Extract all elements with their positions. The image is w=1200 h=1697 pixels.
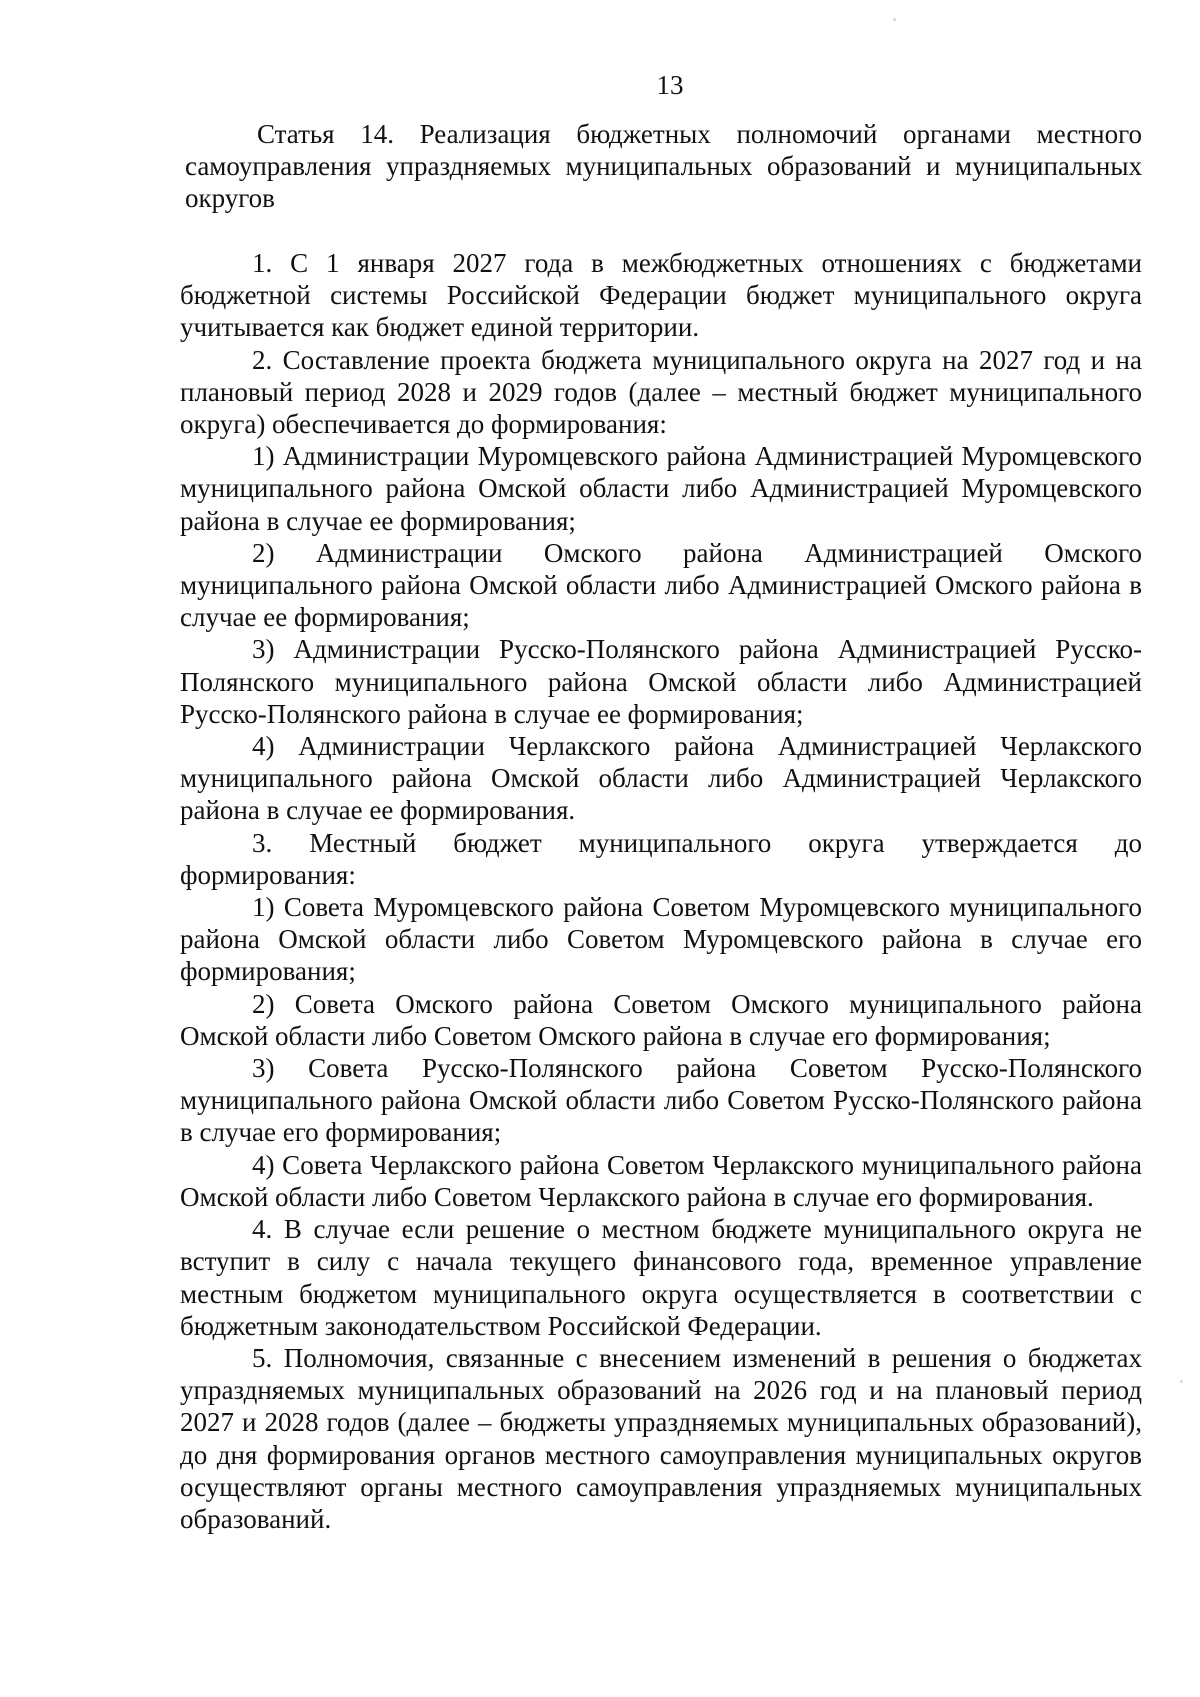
paragraph-3-item-3: 3) Совета Русско-Полянского района Советом Русско-Полянского муниципального района Омской области либо Советом Русско-Полянского района в случае его формирования;	[180, 1053, 1142, 1148]
page-number: 13	[656, 70, 684, 100]
paragraph-3-item-1: 1) Совета Муромцевского района Советом Муромцевского муниципального района Омской области либо Советом Муромцевского района в случае его формирования;	[180, 892, 1142, 987]
paragraph-2-item-3: 3) Администрации Русско-Полянского района Администрацией Русско-Полянского муниципального района Омской области либо Администрацией Русско-Полянского района в случае ее формирования;	[180, 634, 1142, 729]
paragraph-3-item-2: 2) Совета Омского района Советом Омского муниципального района Омской области либо Советом Омского района в случае его формирования;	[180, 988, 1142, 1051]
paragraph-2: 2. Составление проекта бюджета муниципального округа на 2027 год и на плановый период 2028 и 2029 годов (далее – местный бюджет муниципального округа) обеспечивается до формирования:	[180, 344, 1142, 440]
paragraph-2-item-4: 4) Администрации Черлакского района Администрацией Черлакского муниципального района Омской области либо Администрацией Черлакского района в случае ее формирования.	[180, 731, 1142, 826]
scan-artifact	[893, 18, 896, 21]
scan-artifact	[1180, 1380, 1183, 1383]
article-heading-block	[185, 118, 1142, 214]
paragraph-3: 3. Местный бюджет муниципального округа утверждается до формирования:	[180, 827, 1142, 890]
article-body	[180, 247, 1142, 1535]
paragraph-1: 1. С 1 января 2027 года в межбюджетных отношениях с бюджетами бюджетной системы Российской Федерации бюджет муниципального округа учитывается как бюджет единой территории.	[180, 248, 1142, 343]
paragraph-2-item-1: 1) Администрации Муромцевского района Администрацией Муромцевского муниципального района Омской области либо Администрацией Муромцевского района в случае ее формирования;	[180, 441, 1142, 536]
paragraph-3-item-4: 4) Совета Черлакского района Советом Черлакского муниципального района Омской области либо Советом Черлакского района в случае его формирования.	[180, 1149, 1142, 1212]
paragraph-5: 5. Полномочия, связанные с внесением изменений в решения о бюджетах упраздняемых муниципальных образований на 2026 год и на плановый период 2027 и 2028 годов (далее – бюджеты упраздняемых муниципальных образований), до дня формирования органов местного самоуправления муниципальных округов осуществляют органы местного самоуправления упраздняемых муниципальных образований.	[180, 1342, 1142, 1534]
paragraph-4: 4. В случае если решение о местном бюджете муниципального округа не вступит в силу с начала текущего финансового года, временное управление местным бюджетом муниципального округа осуществляется в соответствии с бюджетным законодательством Российской Федерации.	[180, 1214, 1142, 1341]
paragraph-2-item-2: 2) Администрации Омского района Администрацией Омского муниципального района Омской области либо Администрацией Омского района в случае ее формирования;	[180, 537, 1142, 633]
article-heading: Статья 14. Реализация бюджетных полномочий органами местного самоуправления упраздняемых муниципальных образований и муниципальных округов	[185, 119, 1142, 213]
